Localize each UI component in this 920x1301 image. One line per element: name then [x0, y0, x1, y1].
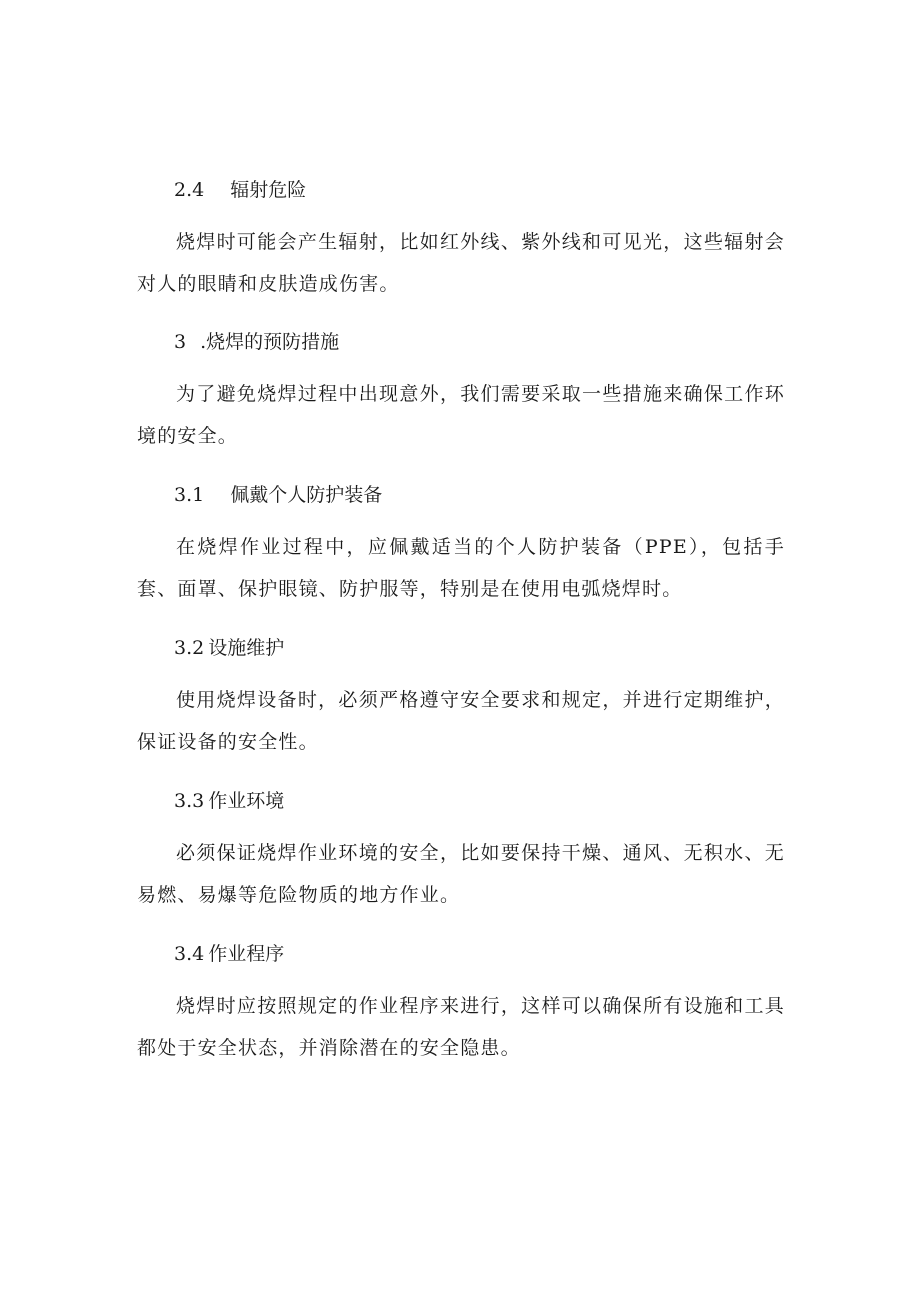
paragraph-maintenance: 使用烧焊设备时，必须严格遵守安全要求和规定，并进行定期维护，保证设备的安全性。: [137, 689, 785, 753]
section-title: 佩戴个人防护装备: [230, 484, 383, 506]
section-number: 3.1: [174, 484, 205, 506]
section-title: 作业程序: [208, 943, 285, 965]
section-heading-3-3: [174, 789, 284, 813]
paragraph-prevention-intro: 为了避免烧焊过程中出现意外，我们需要采取一些措施来确保工作环境的安全。: [137, 383, 785, 447]
section-number: 2.4: [174, 179, 205, 201]
paragraph-procedure: 烧焊时应按照规定的作业程序来进行，这样可以确保所有设施和工具都处于安全状态，并消除潜在的安全隐患。: [137, 995, 785, 1059]
section-heading-3: [174, 330, 339, 354]
section-heading-3-1: [174, 483, 382, 507]
section-title: .烧焊的预防措施: [200, 331, 340, 353]
section-heading-3-4: [174, 942, 284, 966]
section-title: 设施维护: [208, 637, 285, 659]
section-heading-2-4: [174, 178, 306, 202]
section-number: 3.2: [174, 637, 205, 659]
section-title: 辐射危险: [230, 179, 307, 201]
paragraph-radiation: 烧焊时可能会产生辐射，比如红外线、紫外线和可见光，这些辐射会对人的眼睛和皮肤造成伤害。: [137, 231, 785, 295]
section-heading-3-2: [174, 636, 284, 660]
section-number: 3.3: [174, 790, 205, 812]
section-number: 3.4: [174, 943, 205, 965]
paragraph-environment: 必须保证烧焊作业环境的安全，比如要保持干燥、通风、无积水、无易燃、易爆等危险物质的地方作业。: [137, 842, 785, 906]
section-number: 3: [174, 331, 187, 353]
paragraph-ppe: 在烧焊作业过程中，应佩戴适当的个人防护装备（PPE），包括手套、面罩、保护眼镜、防护服等，特别是在使用电弧烧焊时。: [137, 536, 785, 600]
section-title: 作业环境: [208, 790, 285, 812]
